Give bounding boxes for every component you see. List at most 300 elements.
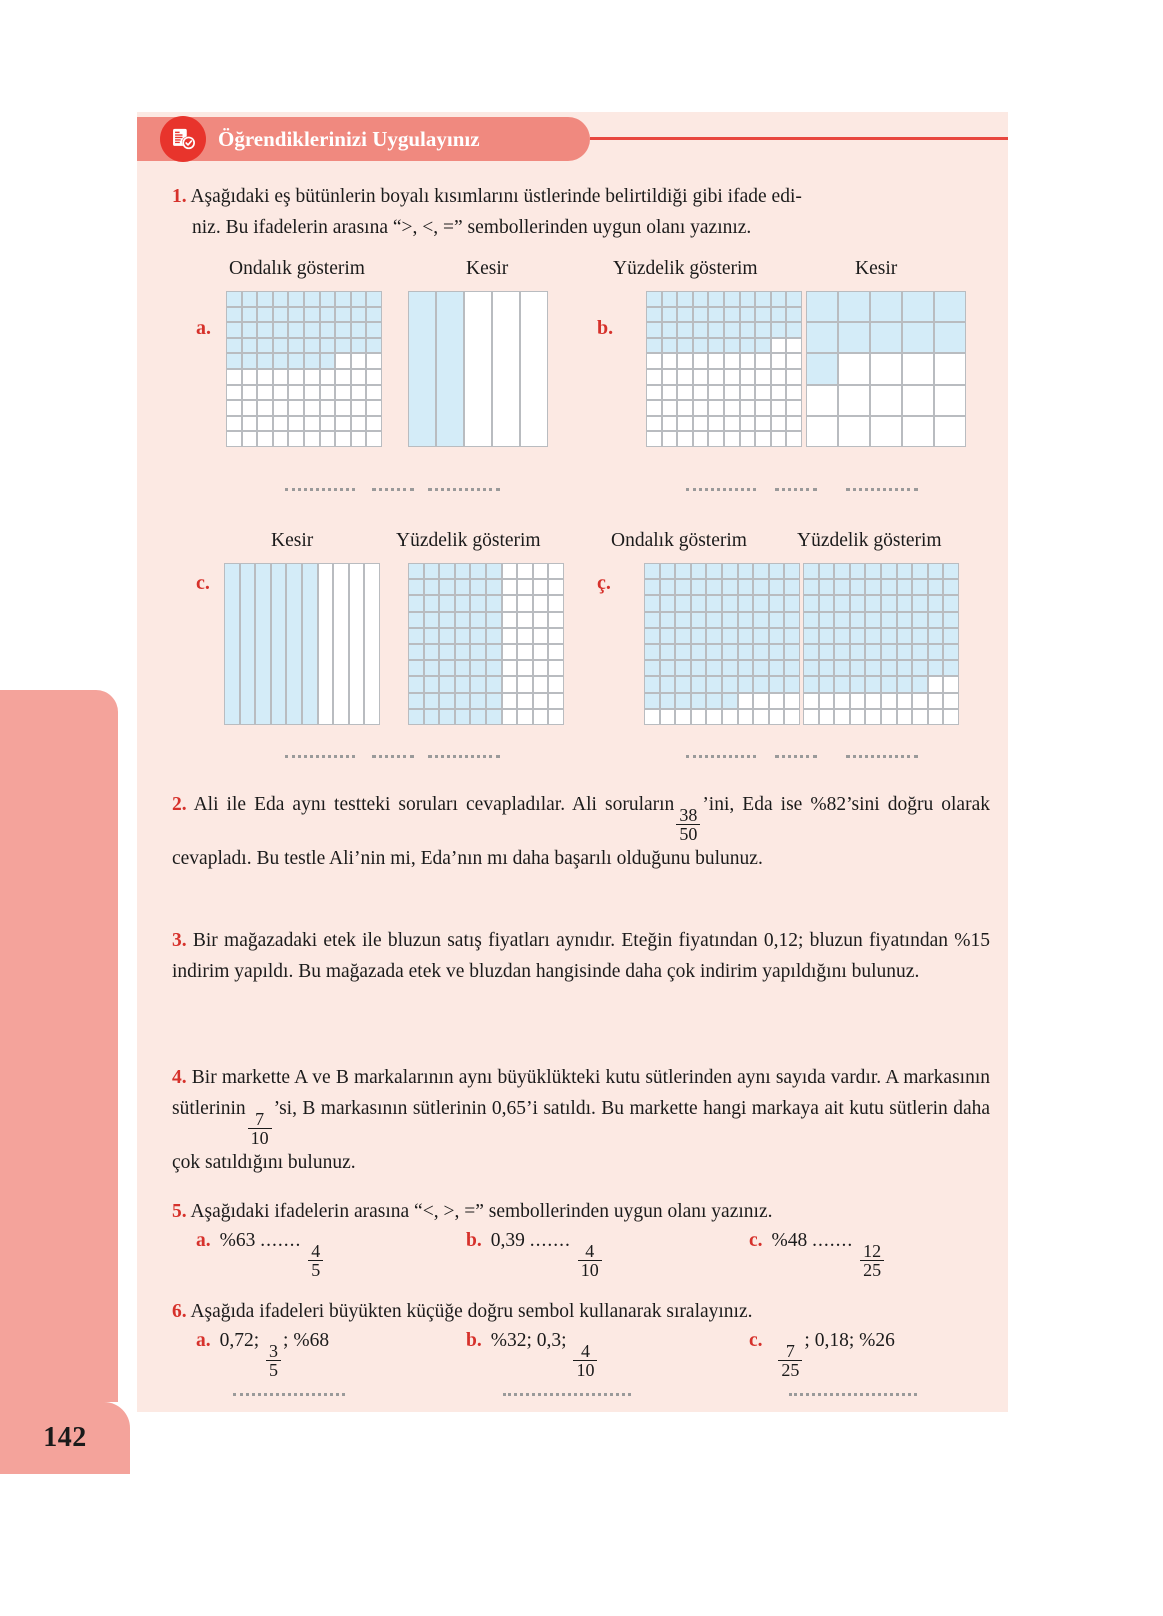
grid-b-fraction-cell [902,322,934,353]
grid-cc-decimal-cell [706,612,722,628]
grid-cc-decimal-cell [660,579,676,595]
grid-b-percent-cell [662,400,678,416]
grid-a-decimal-cell [320,353,336,369]
grid-b-percent-cell [771,416,787,432]
grid-cc-percent-cell [881,595,897,611]
grid-a-decimal-cell [320,385,336,401]
fraction-denominator: 25 [778,1360,802,1379]
grid-cc-decimal-cell [691,628,707,644]
grid-cc-percent-cell [897,628,913,644]
grid-c-percent-cell [486,612,502,628]
grid-cc-decimal-cell [784,595,800,611]
grid-c-percent-cell [424,709,440,725]
grid-a-decimal-cell [242,322,258,338]
grid-c-percent-cell [502,579,518,595]
grid-a-decimal-cell [366,307,382,323]
grid-cc-percent-cell [834,660,850,676]
grid-a-decimal-cell [242,369,258,385]
grid-cc-percent-cell [834,579,850,595]
grid-cc-percent-cell [928,579,944,595]
grid-b-percent-cell [677,400,693,416]
grid-cc-percent-cell [803,579,819,595]
grid-b-fraction-cell [806,385,838,416]
grid-c-fraction-cell [302,563,318,725]
grid-b-percent-cell [740,369,756,385]
grid-b-percent-cell [740,322,756,338]
grid-cc-decimal-cell [675,595,691,611]
grid-cc-decimal-cell [691,644,707,660]
grid-c-percent-cell [470,579,486,595]
grid-cc-percent-cell [834,709,850,725]
grid-cc-decimal-cell [706,709,722,725]
grid-c-percent-cell [548,709,564,725]
grid-cc-decimal-cell [722,579,738,595]
grid-b-percent-cell [646,322,662,338]
grid-a-decimal-cell [257,385,273,401]
grid-a-decimal-cell [320,369,336,385]
grid-c-percent-cell [533,644,549,660]
grid-cc-decimal-cell [660,660,676,676]
grid-b-percent-cell [740,307,756,323]
grid-cc-percent-cell [928,644,944,660]
grid-cc-decimal-cell [660,644,676,660]
q5-item-c-blank[interactable]: ....... [812,1230,854,1251]
checklist-check-icon [160,116,206,162]
grid-a-decimal-cell [242,338,258,354]
q5-item-b-left: 0,39 [490,1230,525,1251]
grid-c-percent-cell [502,563,518,579]
grid-b-fraction-cell [870,291,902,322]
fraction-denominator: 50 [676,824,700,843]
grid-cc-percent-cell [819,709,835,725]
grid-cc-percent-cell [819,660,835,676]
grid-c-percent-cell [486,644,502,660]
question-5-number: 5. [172,1201,187,1222]
grid-cc-percent-cell [865,563,881,579]
grid-a-decimal-cell [226,353,242,369]
grid-cc-percent-cell [819,612,835,628]
grid-b-percent-cell [693,307,709,323]
grid-cc-decimal-cell [644,644,660,660]
grid-c-percent-cell [470,660,486,676]
grid-cc-percent-cell [819,676,835,692]
grid-cc-percent-cell [912,612,928,628]
grid-cc-percent-cell [928,628,944,644]
grid-c-percent-cell [517,595,533,611]
answer-blank-a-3[interactable] [428,487,500,491]
grid-cc-decimal-cell [675,644,691,660]
grid-cc-decimal-cell [691,693,707,709]
grid-c-percent-cell [502,612,518,628]
grid-c-percent-cell [517,644,533,660]
grid-b-percent-cell [771,291,787,307]
grid-b-percent-cell [786,307,802,323]
q5-item-a-blank[interactable]: ....... [260,1230,302,1251]
grid-b-percent-cell [677,369,693,385]
grid-c-fraction-cell [349,563,365,725]
grid-a-decimal-cell [366,353,382,369]
banner-title: Öğrendiklerinizi Uygulayınız [218,127,480,151]
item-letter-a: a. [196,317,211,339]
banner-rule [590,137,1008,140]
grid-cc-decimal-cell [753,644,769,660]
grid-cc-decimal-cell [784,693,800,709]
grid-b-fraction-cell [902,291,934,322]
grid-b-percent-cell [693,385,709,401]
grid-b-percent-cell [708,416,724,432]
grid-b-percent-cell [646,291,662,307]
grid-c-percent-cell [502,644,518,660]
grid-a-decimal-cell [288,385,304,401]
grid-b-percent-cell [708,353,724,369]
label-b-left: Yüzdelik gösterim [613,258,758,279]
grid-c-percent-cell [486,563,502,579]
grid-c-percent-cell [533,563,549,579]
grid-b-percent-cell [771,338,787,354]
fraction-denominator: 5 [308,1260,323,1279]
grid-a-decimal-cell [304,385,320,401]
grid-b-percent-cell [677,338,693,354]
grid-cc-percent-cell [803,676,819,692]
grid-c-percent-cell [548,628,564,644]
grid-a-decimal-cell [351,291,367,307]
grid-cc-percent-cell [819,595,835,611]
grid-cc-percent-cell [881,676,897,692]
grid-cc-percent-cell [803,660,819,676]
answer-blank-cc-3[interactable] [846,754,918,758]
grid-a-decimal-cell [335,385,351,401]
grid-b-fraction-cell [838,322,870,353]
grid-cc-decimal-cell [675,612,691,628]
grid-cc-decimal-cell [706,628,722,644]
fraction-numerator: 3 [269,1340,279,1361]
grid-b-percent-cell [662,431,678,447]
grid-cc-percent-cell [912,660,928,676]
grid-cc-decimal-cell [644,709,660,725]
grid-cc-percent-cell [865,595,881,611]
answer-blank-c-1[interactable] [285,754,355,758]
grid-cc-percent-cell [803,595,819,611]
grid-b-percent-cell [740,385,756,401]
grid-cc-decimal-cell [644,563,660,579]
grid-c-percent-cell [424,628,440,644]
fraction-12-25 [860,1242,884,1280]
fraction-numerator: 38 [679,804,698,825]
grid-cc-percent-cell [865,660,881,676]
grid-cc-percent-cell [819,693,835,709]
grid-c-percent-cell [439,693,455,709]
grid-cc-decimal-cell [644,628,660,644]
grid-b-percent-cell [724,338,740,354]
grid-b-percent-cell [708,431,724,447]
grid-c-percent-cell [424,612,440,628]
grid-c-percent-cell [533,676,549,692]
grid-a-decimal-cell [242,400,258,416]
grid-cc-percent-cell [803,612,819,628]
grid-cc-decimal-cell [660,709,676,725]
grid-b-fraction-cell [870,385,902,416]
grid-b-percent-cell [708,385,724,401]
answer-blank-cc-1[interactable] [686,754,756,758]
grid-a-decimal-cell [273,291,289,307]
grid-cc-percent-cell [897,660,913,676]
grid-c-percent-cell [486,628,502,644]
grid-c-percent-cell [439,644,455,660]
fraction-4-10 [578,1242,602,1280]
grid-cc-percent-cell [881,709,897,725]
grid-c-percent-cell [408,676,424,692]
grid-cc-decimal-cell [706,644,722,660]
grid-c-percent-cell [424,563,440,579]
grid-cc-decimal-cell [769,660,785,676]
grid-a-decimal-cell [320,322,336,338]
question-1-number: 1. [172,186,187,207]
grid-c-percent-cell [408,709,424,725]
q6-item-a-pre: 0,72; [219,1330,260,1351]
grid-a-decimal-cell [242,353,258,369]
grid-cc-percent-cell [928,595,944,611]
question-1-line1: Aşağıdaki eş bütünlerin boyalı kısımlarını üstlerinde belirtildiği gibi ifade edi- [190,186,802,207]
grid-cc-percent [803,563,959,725]
grid-c-percent-cell [424,579,440,595]
grid-b-percent-cell [724,307,740,323]
grid-cc-decimal-cell [660,595,676,611]
grid-a-fraction-cell [408,291,436,447]
q6-item-b-pre: %32; 0,3; [490,1330,567,1351]
grid-a-decimal-cell [335,416,351,432]
grid-c-percent-cell [439,709,455,725]
grid-cc-percent-cell [850,563,866,579]
grid-cc-percent-cell [881,660,897,676]
grid-b-percent-cell [724,431,740,447]
grid-cc-decimal-cell [738,644,754,660]
grid-b-fraction-cell [934,385,966,416]
grid-b-percent-cell [677,353,693,369]
q5-item-c-letter: c. [749,1230,763,1251]
grid-c-percent-cell [548,563,564,579]
answer-blank-b-2[interactable] [775,487,817,491]
grid-c-percent-cell [517,579,533,595]
grid-b-percent-cell [677,307,693,323]
grid-c-percent-cell [439,595,455,611]
answer-blank-b-1[interactable] [686,487,756,491]
grid-a-decimal-cell [288,353,304,369]
grid-c-percent-cell [424,693,440,709]
grid-a-decimal-cell [242,431,258,447]
grid-c-percent-cell [517,693,533,709]
grid-cc-percent-cell [897,579,913,595]
grid-c-percent-cell [455,595,471,611]
grid-a-decimal-cell [273,385,289,401]
answer-blank-c-2[interactable] [372,754,414,758]
grid-cc-decimal-cell [675,676,691,692]
grid-c-percent-cell [455,676,471,692]
grid-cc-decimal-cell [769,595,785,611]
grid-b-percent-cell [662,416,678,432]
grid-cc-percent-cell [943,563,959,579]
grid-c-percent-cell [502,676,518,692]
grid-c-percent-cell [533,693,549,709]
grid-cc-decimal-cell [722,660,738,676]
grid-cc-decimal-cell [753,709,769,725]
grid-c-percent-cell [439,612,455,628]
grid-b-percent-cell [786,400,802,416]
fraction-38-50 [676,806,700,844]
grid-b-percent-cell [724,416,740,432]
grid-b-percent-cell [755,322,771,338]
grid-cc-decimal-cell [784,660,800,676]
grid-cc-decimal-cell [675,709,691,725]
grid-cc-decimal-cell [738,628,754,644]
grid-c-percent-cell [470,563,486,579]
grid-cc-percent-cell [928,693,944,709]
grid-b-percent-cell [724,385,740,401]
grid-a-decimal-cell [226,400,242,416]
q6-answer-blank-c[interactable] [789,1392,917,1396]
grid-b-percent-cell [677,385,693,401]
grid-cc-percent-cell [803,644,819,660]
grid-a-fraction [408,291,548,447]
grid-cc-decimal-cell [644,676,660,692]
grid-cc-decimal-cell [769,644,785,660]
grid-c-percent-cell [408,660,424,676]
grid-c-percent-cell [408,595,424,611]
grid-cc-decimal-cell [738,579,754,595]
grid-c-percent-cell [533,612,549,628]
grid-b-percent-cell [646,416,662,432]
grid-a-decimal-cell [335,369,351,385]
grid-cc-decimal-cell [660,612,676,628]
answer-blank-c-3[interactable] [428,754,500,758]
grid-b-percent-cell [771,431,787,447]
grid-a-decimal-cell [304,307,320,323]
grid-cc-decimal-cell [753,676,769,692]
grid-c-fraction-cell [271,563,287,725]
grid-cc-percent-cell [943,660,959,676]
grid-cc-percent-cell [897,595,913,611]
fraction-numerator: 4 [585,1240,595,1261]
grid-cc-decimal-cell [691,612,707,628]
grid-b-percent-cell [662,338,678,354]
grid-b-percent-cell [646,353,662,369]
grid-cc-decimal-cell [644,693,660,709]
grid-cc-decimal-cell [722,709,738,725]
grid-c-percent-cell [548,579,564,595]
grid-cc-percent-cell [865,612,881,628]
q6-answer-blank-b[interactable] [503,1392,631,1396]
grid-cc-decimal-cell [691,709,707,725]
grid-cc-decimal-cell [784,612,800,628]
grid-a-fraction-cell [464,291,492,447]
grid-cc-percent-cell [865,709,881,725]
grid-c-percent-cell [533,660,549,676]
grid-cc-decimal-cell [753,579,769,595]
answer-blank-b-3[interactable] [846,487,918,491]
fraction-4-10-b [573,1342,597,1380]
grid-c-percent-cell [517,563,533,579]
grid-cc-decimal-cell [738,660,754,676]
grid-cc-percent-cell [803,693,819,709]
grid-c-percent-cell [548,660,564,676]
grid-b-percent-cell [662,322,678,338]
grid-cc-percent-cell [912,644,928,660]
fraction-numerator: 7 [255,1108,265,1129]
grid-cc-decimal-cell [753,660,769,676]
grid-b-percent-cell [693,353,709,369]
q6-answer-blank-a[interactable] [233,1392,345,1396]
grid-b-percent-cell [786,291,802,307]
grid-b-percent-cell [740,291,756,307]
grid-c-percent-cell [424,595,440,611]
answer-blank-cc-2[interactable] [775,754,817,758]
grid-c-percent-cell [439,579,455,595]
grid-cc-percent-cell [834,628,850,644]
grid-cc-percent-cell [819,579,835,595]
grid-a-decimal-cell [304,416,320,432]
grid-a-decimal-cell [226,369,242,385]
grid-b-percent-cell [786,353,802,369]
grid-a-decimal-cell [273,416,289,432]
label-cc-right: Yüzdelik gösterim [797,530,942,551]
grid-b-percent-cell [662,353,678,369]
question-4-text-after-fraction: ’si, B markasının sütlerinin 0,65’i satıldı. Bu markette hangi markaya ait kutu sütlerin daha çok satıldığını bulunuz. [172,1098,990,1174]
grid-cc-percent-cell [819,563,835,579]
fraction-7-25 [778,1342,802,1380]
answer-blank-a-2[interactable] [372,487,414,491]
grid-a-decimal-cell [257,291,273,307]
q5-item-b [466,1230,604,1279]
grid-c-percent-cell [439,563,455,579]
grid-a-decimal-cell [226,338,242,354]
grid-a-decimal-cell [242,307,258,323]
q6-item-c-post: ; 0,18; %26 [804,1330,895,1351]
grid-cc-decimal-cell [738,709,754,725]
grid-c-fraction [224,563,380,725]
grid-a-decimal-cell [226,291,242,307]
grid-cc-decimal-cell [769,563,785,579]
question-3-number: 3. [172,930,187,951]
answer-blank-a-1[interactable] [285,487,355,491]
grid-cc-decimal-cell [784,644,800,660]
grid-a-decimal-cell [320,400,336,416]
q5-item-b-blank[interactable]: ....... [529,1230,571,1251]
grid-b-percent-cell [724,353,740,369]
label-a-left: Ondalık gösterim [229,258,365,279]
grid-cc-decimal-cell [722,676,738,692]
label-cc-left: Ondalık gösterim [611,530,747,551]
q5-item-b-letter: b. [466,1230,482,1251]
grid-a-decimal-cell [242,385,258,401]
grid-b-percent-cell [786,322,802,338]
grid-b-percent-cell [771,400,787,416]
grid-b-percent-cell [771,369,787,385]
grid-c-percent-cell [424,644,440,660]
grid-b-fraction-cell [838,353,870,384]
grid-cc-percent-cell [943,676,959,692]
grid-b-percent-cell [646,400,662,416]
grid-c-percent-cell [486,676,502,692]
grid-c-percent-cell [408,693,424,709]
grid-a-decimal-cell [351,416,367,432]
grid-b-percent-cell [708,400,724,416]
grid-a-decimal-cell [304,369,320,385]
grid-b-percent-cell [693,416,709,432]
grid-b-percent-cell [786,416,802,432]
grid-a-decimal-cell [226,416,242,432]
grid-cc-decimal-cell [769,579,785,595]
grid-cc-decimal-cell [769,693,785,709]
grid-b-fraction-cell [806,353,838,384]
